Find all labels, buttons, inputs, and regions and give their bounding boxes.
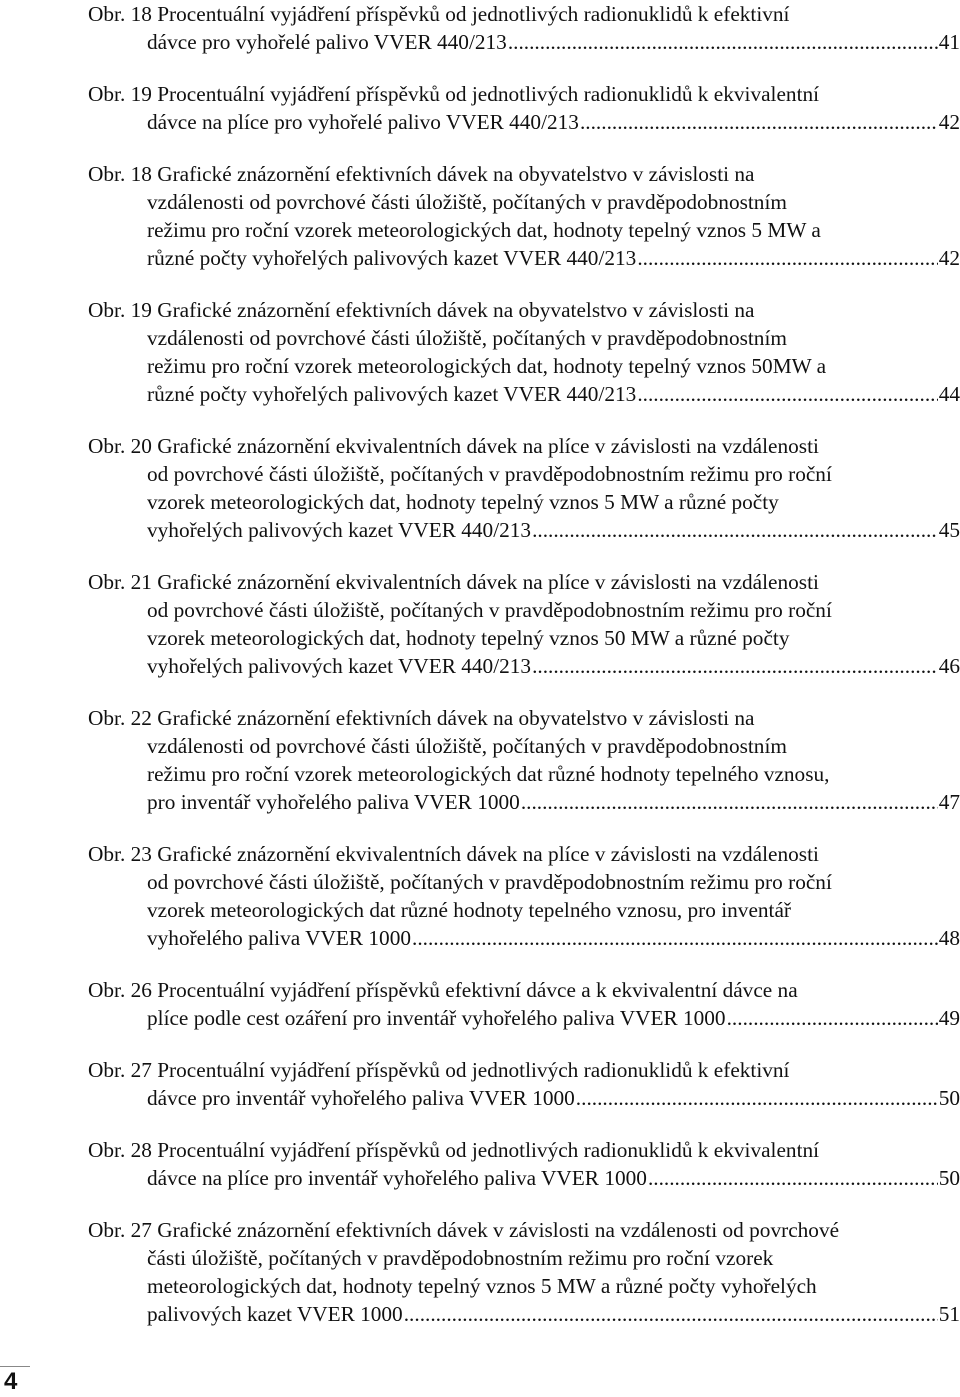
toc-entry-text: pro inventář vyhořelého paliva VVER 1000	[147, 790, 520, 814]
toc-entry-page-number[interactable]: 51	[938, 1302, 960, 1326]
toc-entry-page-number[interactable]: 45	[938, 518, 960, 542]
toc-entry-text: Obr. 18 Grafické znázornění efektivních dávek na obyvatelstvo v závislosti na	[88, 162, 755, 186]
toc-entry-text: režimu pro roční vzorek meteorologických dat, hodnoty tepelný vznos 5 MW a	[147, 218, 821, 242]
toc-entry-text: vyhořelého paliva VVER 1000	[147, 926, 411, 950]
toc-entry-last-line	[88, 1300, 960, 1328]
toc-entry-last-line	[88, 1164, 960, 1192]
toc-entry-text: vyhořelých palivových kazet VVER 440/213	[147, 654, 532, 678]
toc-entry-page-number[interactable]: 50	[938, 1086, 960, 1110]
toc-entry-last-line	[88, 28, 960, 56]
toc-entry[interactable]	[88, 432, 960, 544]
toc-entry-text: Obr. 26 Procentuální vyjádření příspěvků efektivní dávce a k ekvivalentní dávce na	[88, 978, 798, 1002]
dot-leader	[521, 788, 938, 816]
toc-entry-last-line	[88, 244, 960, 272]
dot-leader	[637, 244, 937, 272]
toc-entry-text: dávce pro inventář vyhořelého paliva VVER 1000	[147, 1086, 575, 1110]
toc-entry[interactable]	[88, 80, 960, 136]
toc-entry-text: vzorek meteorologických dat, hodnoty tepelný vznos 50 MW a různé počty	[147, 626, 790, 650]
toc-entry-text: různé počty vyhořelých palivových kazet VVER 440/213	[147, 246, 637, 270]
toc-entry[interactable]	[88, 976, 960, 1032]
toc-entry-text: od povrchové části úložiště, počítaných v pravděpodobnostním režimu pro roční	[147, 870, 832, 894]
toc-entry-last-line	[88, 1084, 960, 1112]
dot-leader	[576, 1084, 938, 1112]
toc-entry-page-number[interactable]: 41	[938, 30, 960, 54]
toc-entry-text: Obr. 19 Grafické znázornění efektivních dávek na obyvatelstvo v závislosti na	[88, 298, 755, 322]
toc-entry-text: Obr. 20 Grafické znázornění ekvivalentních dávek na plíce v závislosti na vzdálenosti	[88, 434, 819, 458]
toc-entry-text: meteorologických dat, hodnoty tepelný vznos 5 MW a různé počty vyhořelých	[147, 1274, 817, 1298]
toc-entry-text: vzorek meteorologických dat různé hodnoty tepelného vznosu, pro inventář	[147, 898, 792, 922]
toc-entry-text: Obr. 18 Procentuální vyjádření příspěvků od jednotlivých radionuklidů k efektivní	[88, 2, 790, 26]
toc-entry-last-line	[88, 652, 960, 680]
toc-entry-last-line	[88, 516, 960, 544]
toc-entry-page-number[interactable]: 49	[938, 1006, 960, 1030]
toc-entry-page-number[interactable]: 42	[938, 110, 960, 134]
toc-entry[interactable]	[88, 296, 960, 408]
toc-entry[interactable]	[88, 568, 960, 680]
toc-entry-text: Obr. 27 Procentuální vyjádření příspěvků od jednotlivých radionuklidů k efektivní	[88, 1058, 790, 1082]
toc-entry[interactable]	[88, 704, 960, 816]
toc-entry-page-number[interactable]: 44	[938, 382, 960, 406]
page-number: 4	[4, 1368, 18, 1395]
toc-entry[interactable]	[88, 840, 960, 952]
toc-entry-text: vzorek meteorologických dat, hodnoty tepelný vznos 5 MW a různé počty	[147, 490, 779, 514]
dot-leader	[580, 108, 938, 136]
toc-entry-text: plíce podle cest ozáření pro inventář vyhořelého paliva VVER 1000	[147, 1006, 726, 1030]
toc-entry-last-line	[88, 924, 960, 952]
toc-entry-page-number[interactable]: 50	[938, 1166, 960, 1190]
table-of-figures	[88, 0, 960, 1352]
toc-entry-page-number[interactable]: 47	[938, 790, 960, 814]
toc-entry-text: palivových kazet VVER 1000	[147, 1302, 403, 1326]
toc-entry-text: dávce pro vyhořelé palivo VVER 440/213	[147, 30, 507, 54]
toc-entry-text: dávce na plíce pro vyhořelé palivo VVER 440/213	[147, 110, 579, 134]
toc-entry-text: Obr. 19 Procentuální vyjádření příspěvků od jednotlivých radionuklidů k ekvivalentní	[88, 82, 820, 106]
toc-entry-page-number[interactable]: 46	[938, 654, 960, 678]
dot-leader	[637, 380, 937, 408]
toc-entry-text: dávce na plíce pro inventář vyhořelého paliva VVER 1000	[147, 1166, 647, 1190]
dot-leader	[508, 28, 938, 56]
toc-entry-page-number[interactable]: 42	[938, 246, 960, 270]
toc-entry-text: vzdálenosti od povrchové části úložiště, počítaných v pravděpodobnostním	[147, 190, 787, 214]
toc-entry-text: různé počty vyhořelých palivových kazet VVER 440/213	[147, 382, 637, 406]
toc-entry[interactable]	[88, 160, 960, 272]
toc-entry[interactable]	[88, 1136, 960, 1192]
dot-leader	[532, 652, 938, 680]
dot-leader	[412, 924, 938, 952]
toc-entry-last-line	[88, 1004, 960, 1032]
toc-entry-text: Obr. 22 Grafické znázornění efektivních dávek na obyvatelstvo v závislosti na	[88, 706, 755, 730]
toc-entry-text: Obr. 21 Grafické znázornění ekvivalentních dávek na plíce v závislosti na vzdálenosti	[88, 570, 819, 594]
toc-entry-last-line	[88, 788, 960, 816]
toc-entry-text: režimu pro roční vzorek meteorologických dat různé hodnoty tepelného vznosu,	[147, 762, 830, 786]
dot-leader	[404, 1300, 938, 1328]
toc-entry-text: vzdálenosti od povrchové části úložiště, počítaných v pravděpodobnostním	[147, 734, 787, 758]
toc-entry-text: Obr. 27 Grafické znázornění efektivních dávek v závislosti na vzdálenosti od povrchové	[88, 1218, 840, 1242]
toc-entry-last-line	[88, 108, 960, 136]
toc-entry-last-line	[88, 380, 960, 408]
toc-entry-text: vyhořelých palivových kazet VVER 440/213	[147, 518, 532, 542]
toc-entry-text: od povrchové části úložiště, počítaných v pravděpodobnostním režimu pro roční	[147, 598, 832, 622]
dot-leader	[727, 1004, 938, 1032]
toc-entry[interactable]	[88, 0, 960, 56]
dot-leader	[648, 1164, 938, 1192]
footer-divider	[0, 1366, 30, 1367]
toc-entry[interactable]	[88, 1216, 960, 1328]
toc-entry-text: režimu pro roční vzorek meteorologických dat, hodnoty tepelný vznos 50MW a	[147, 354, 827, 378]
toc-entry-text: od povrchové části úložiště, počítaných v pravděpodobnostním režimu pro roční	[147, 462, 832, 486]
dot-leader	[532, 516, 938, 544]
toc-entry[interactable]	[88, 1056, 960, 1112]
toc-entry-text: části úložiště, počítaných v pravděpodobnostním režimu pro roční vzorek	[147, 1246, 774, 1270]
toc-entry-page-number[interactable]: 48	[938, 926, 960, 950]
toc-entry-text: Obr. 28 Procentuální vyjádření příspěvků od jednotlivých radionuklidů k ekvivalentní	[88, 1138, 820, 1162]
toc-entry-text: vzdálenosti od povrchové části úložiště, počítaných v pravděpodobnostním	[147, 326, 787, 350]
toc-entry-text: Obr. 23 Grafické znázornění ekvivalentních dávek na plíce v závislosti na vzdálenosti	[88, 842, 819, 866]
